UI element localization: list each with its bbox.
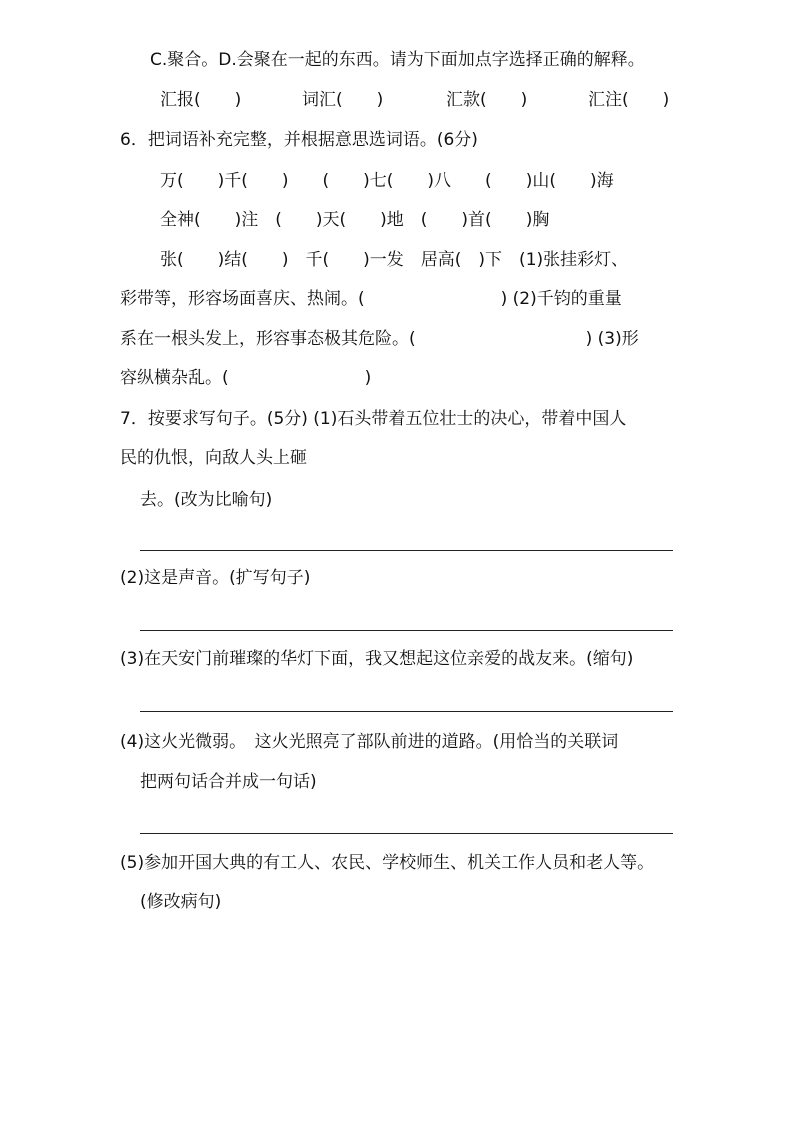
q6-row-5: 系在一根头发上，形容事态极其危险。( ) (3)形 — [120, 329, 639, 349]
q5-item-1: 汇报( ) — [160, 90, 242, 110]
q7-sentence-2: (2)这是声音。(扩写句子) — [120, 568, 311, 588]
answer-line-1[interactable] — [140, 550, 673, 551]
q5-intro-text: C.聚合。D.会聚在一起的东西。请为下面加点字选择正确的解释。 — [150, 50, 645, 70]
q6-row-3: 张( )结( ) 千( )一发 居高( )下 (1)张挂彩灯、 — [160, 250, 629, 270]
q6-row-4: 彩带等，形容场面喜庆、热闹。( ) (2)千钧的重量 — [120, 289, 622, 309]
q7-sentence-1-instruction: 去。(改为比喻句) — [140, 490, 273, 510]
q5-item-2: 词汇( ) — [302, 90, 384, 110]
q7-sentence-5-line-2: (修改病句) — [140, 892, 222, 912]
q6-row-2: 全神( )注 ( )天( )地 ( )首( )胸 — [160, 210, 550, 230]
answer-line-4[interactable] — [140, 833, 673, 834]
q7-sentence-4-line-1: (4)这火光微弱。 这火光照亮了部队前进的道路。(用恰当的关联词 — [120, 732, 619, 752]
q6-row-6: 容纵横杂乱。( ) — [120, 368, 372, 388]
q6-row-1: 万( )千( ) ( )七( )八 ( )山( )海 — [160, 171, 614, 191]
answer-line-3[interactable] — [140, 711, 673, 712]
q7-sentence-5-line-1: (5)参加开国大典的有工人、农民、学校师生、机关工作人员和老人等。 — [120, 853, 655, 873]
q7-sentence-4-line-2: 把两句话合并成一句话) — [140, 772, 317, 792]
q7-title-line-1: 7．按要求写句子。(5分) (1)石头带着五位壮士的决心，带着中国人 — [120, 409, 627, 429]
q6-title: 6．把词语补充完整，并根据意思选词语。(6分) — [120, 130, 478, 150]
q7-title-line-2: 民的仇恨，向敌人头上砸 — [120, 448, 307, 468]
q5-item-4: 汇注( ) — [588, 90, 670, 110]
q7-sentence-3: (3)在天安门前璀璨的华灯下面，我又想起这位亲爱的战友来。(缩句) — [120, 649, 634, 669]
q5-item-3: 汇款( ) — [446, 90, 528, 110]
answer-line-2[interactable] — [140, 630, 673, 631]
